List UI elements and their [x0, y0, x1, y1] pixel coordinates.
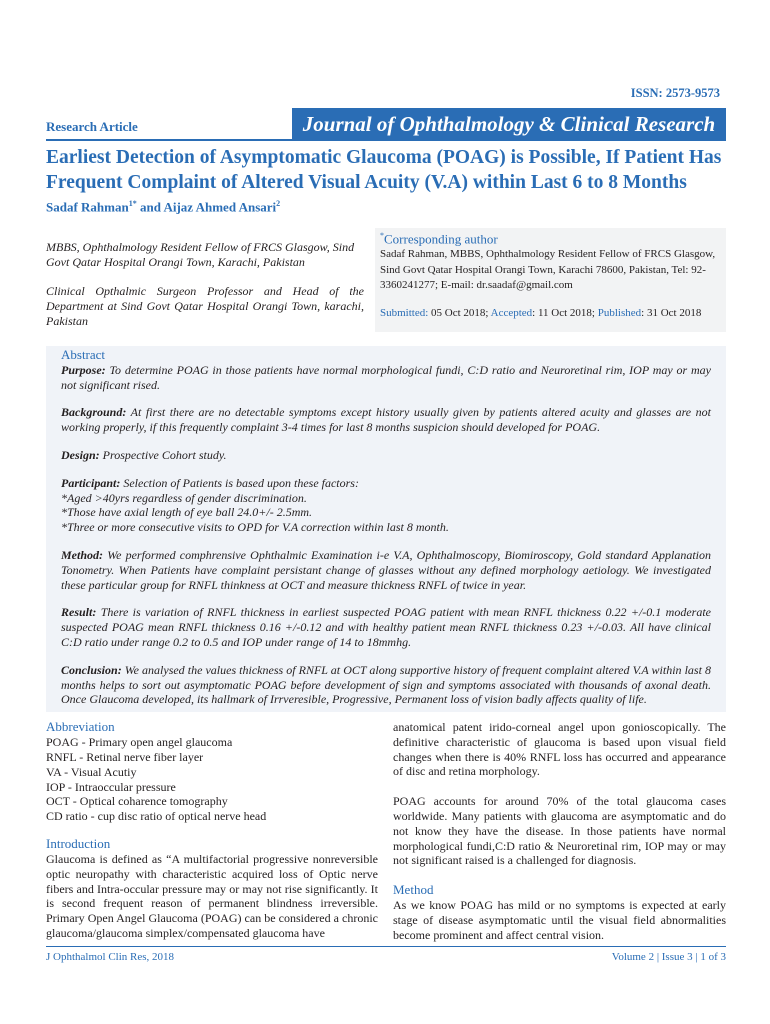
submitted-date: 05 Oct 2018;: [428, 307, 491, 319]
method-text: We performed comphrensive Ophthalmic Examination i-e V.A, Ophthalmoscopy, Biomiroscopy, Gold standard Applanation Tonometry. When Patients have complaint persistant change of glasses without any defined morphology aetiology. We investigated these particular group for RNFL thinkness at OCT and measure thickness RNFL of twice in year.: [61, 547, 711, 592]
affiliation-1: MBBS, Ophthalmology Resident Fellow of FRCS Glasgow, Sind Govt Qatar Hospital Orangi Town, Karachi, Pakistan: [46, 240, 355, 269]
design-label: Design:: [61, 447, 100, 462]
abstract-background: [61, 405, 711, 435]
participant-text: Selection of Patients is based upon these factors:: [120, 475, 359, 490]
article-title: Earliest Detection of Asymptomatic Glaucoma (POAG) is Possible, If Patient Has Frequent Complaint of Altered Visual Acuity (V.A) within Last 6 to 8 Months: [46, 147, 722, 193]
introduction-text: Glaucoma is defined as “A multifactorial progressive nonreversible optic neuropathy with characteristic acquired loss of Optic nerve fibers and Intra-occular pressure may or may not rise significantly. It is second frequent reason of permanent blindness irreversible. Primary Open Angel Glaucoma (POAG) can be considered a chronic glaucoma/glaucoma simplex/compensated glaucoma have: [46, 852, 378, 941]
abstract-design: [61, 448, 711, 463]
abbreviation-item: CD ratio - cup disc ratio of optical nerve head: [46, 809, 267, 824]
result-text: There is variation of RNFL thickness in earliest suspected POAG patient with mean RNFL thickness 0.22 +/-0.1 moderate suspected POAG mean RNFL thickness 0.16 +/-0.12 and with healthy patient mean RNFL thickness 0.23 +/-0.03. All have clinical C:D ratio under range 0.2 to 0.5 and IOP under range of 14 to 18mmhg.: [61, 605, 711, 649]
abbreviation-list: [46, 735, 378, 824]
accepted-date: : 11 Oct 2018;: [532, 307, 598, 319]
corresponding-author-title: [380, 231, 498, 247]
published-label: Published: [597, 307, 642, 319]
right-column: [393, 720, 726, 942]
purpose-label: Purpose:: [61, 362, 106, 377]
abstract-content: [61, 348, 711, 720]
submitted-label: Submitted:: [380, 307, 429, 319]
issn-label: ISSN: 2573-9573: [630, 86, 720, 100]
affiliation-2: Clinical Opthalmic Surgeon Professor and Head of the Department at Sind Govt Qatar Hospital Orangi Town, karachi, Pakistan: [46, 284, 364, 328]
purpose-text: To determine POAG in those patients have normal morphological fundi, C:D ratio and Neuroretinal rim, IOP may or may not significant rised.: [61, 362, 711, 392]
abstract-participant: [61, 476, 711, 535]
result-label: Result:: [61, 605, 97, 620]
corresponding-title-text: Corresponding author: [384, 231, 498, 247]
authors-and: and: [136, 199, 164, 215]
abstract-method: [61, 548, 711, 592]
abbreviation-item: IOP - Intraoccular pressure: [46, 779, 176, 794]
journal-banner: Journal of Ophthalmology & Clinical Research: [292, 108, 726, 141]
author-1-sup: 1*: [128, 199, 137, 208]
participant-item: *Three or more consecutive visits to OPD for V.A correction within last 8 month.: [61, 520, 449, 535]
method-label: Method:: [61, 547, 103, 562]
background-label: Background:: [61, 405, 127, 420]
abstract-result: [61, 605, 711, 649]
article-type-label: Research Article: [46, 119, 138, 134]
abbreviation-item: RNFL - Retinal nerve fiber layer: [46, 749, 204, 764]
footer-rule: [46, 946, 726, 947]
design-text: Prospective Cohort study.: [99, 447, 227, 462]
abbreviation-item: OCT - Optical coharence tomography: [46, 794, 228, 809]
left-column: [46, 720, 378, 941]
right-paragraph-1: anatomical patent irido-corneal angel upon gonioscopically. The definitive characteristic of glaucoma is based upon visual field changes when there is 40% RNFL loss has occurred and appearance of disc and retina morphology.: [393, 720, 726, 779]
method-heading: Method: [393, 882, 434, 898]
abbreviation-item: POAG - Primary open angel glaucoma: [46, 734, 233, 749]
abstract-heading: Abstract: [61, 347, 106, 362]
abstract-purpose: [61, 363, 711, 393]
introduction-heading: Introduction: [46, 836, 111, 852]
participant-item: *Those have axial length of eye ball 24.0+/- 2.5mm.: [61, 505, 313, 520]
accepted-label: Accepted: [490, 307, 533, 319]
method-paragraph: As we know POAG has mild or no symptoms is expected at early stage of disease asymptomatic until the visual field abnormalities become prominent and affect central vision.: [393, 897, 726, 942]
footer-citation: J Ophthalmol Clin Res, 2018: [46, 951, 175, 963]
conclusion-text: We analysed the values thickness of RNFL at OCT along supportive history of frequent complaint altered V.A within last 8 months helps to sort out asymptomatic POAG before development of sign and symptoms associated with thousands of axonal death. Once Glaucoma developed, its hallmark of Irrveresible, Progressive, Permanent loss of vision badly affects quality of life.: [61, 662, 711, 707]
abbreviation-heading: Abbreviation: [46, 719, 115, 734]
abstract-conclusion: [61, 663, 711, 707]
authors-line: [46, 199, 280, 215]
right-paragraph-2: POAG accounts for around 70% of the total glaucoma cases worldwide. Many patients with glaucoma are asymptomatic and do not know they have the disease. In those patients have normal morphological fundi,C:D ratio & Neuroretinal rim, IOP may or may not significant raised is a challenged for diagnosis.: [393, 794, 726, 868]
author-2[interactable]: Aijaz Ahmed Ansari: [163, 199, 277, 215]
background-text: At first there are no detectable symptoms except history usually given by patients altered acuity and glasses are not working properly, if this frequently complaint 3-4 times for last 8 months suspicion should developed for POAG.: [61, 405, 711, 435]
abbreviation-item: VA - Visual Acutiy: [46, 764, 137, 779]
corresponding-author-text: Sadaf Rahman, MBBS, Ophthalmology Resident Fellow of FRCS Glasgow, Sind Govt Qatar Hospital Orangi Town, Karachi 78600, Pakistan, Tel: 92-3360241277; E-mail: dr.saadaf@gmail.com: [380, 248, 716, 291]
participant-label: Participant:: [61, 475, 121, 490]
footer-page-info: Volume 2 | Issue 3 | 1 of 3: [611, 951, 726, 963]
corresponding-mark: *: [380, 231, 384, 240]
publication-dates: [380, 307, 725, 319]
author-1[interactable]: Sadaf Rahman: [46, 199, 129, 215]
published-date: : 31 Oct 2018: [641, 307, 702, 319]
author-2-sup: 2: [276, 199, 281, 208]
participant-item: *Aged >40yrs regardless of gender discrimination.: [61, 490, 307, 505]
conclusion-label: Conclusion:: [61, 662, 122, 677]
